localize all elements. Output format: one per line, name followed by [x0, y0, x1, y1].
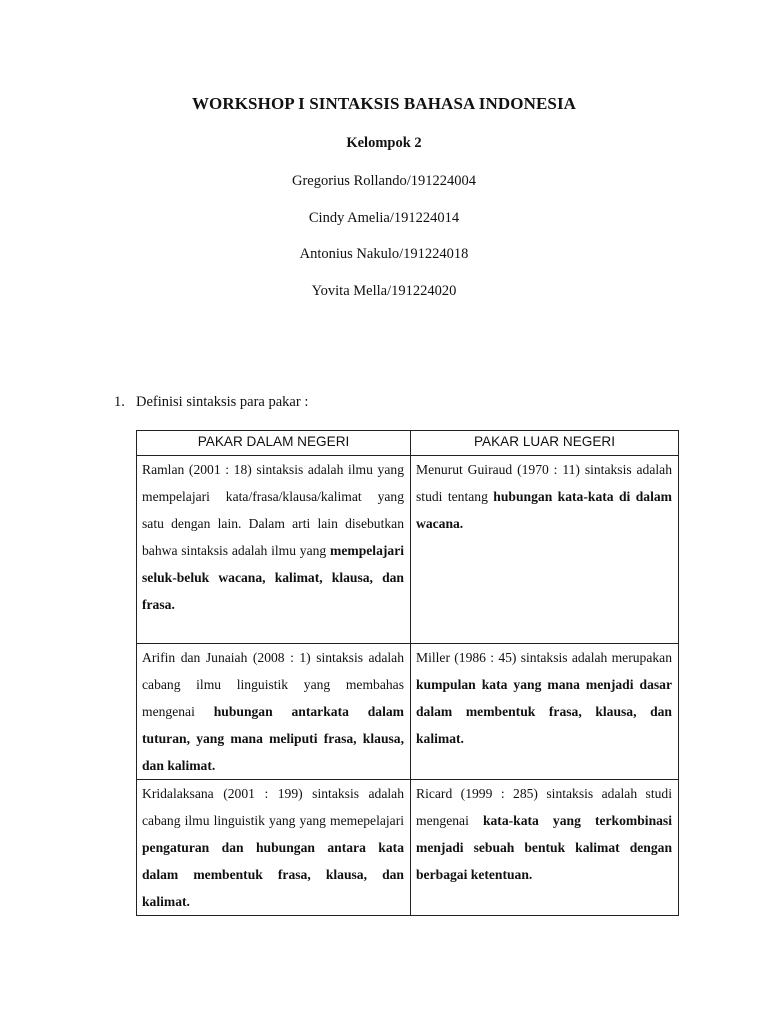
table-cell-domestic: [137, 780, 411, 916]
section-number: 1.: [114, 394, 125, 410]
table-cell-foreign: [411, 644, 679, 780]
cell-plain-text: Miller (1986 : 45) sintaksis adalah merupakan: [416, 650, 672, 665]
document-title: WORKSHOP I SINTAKSIS BAHASA INDONESIA: [191, 94, 577, 113]
group-label: Kelompok 2: [346, 135, 422, 151]
table-header-row: [137, 431, 679, 456]
table-row: [137, 780, 679, 916]
section-text: Definisi sintaksis para pakar :: [136, 394, 309, 410]
cell-bold-text: kumpulan kata yang mana menjadi dasar dalam membentuk frasa, klausa, dan kalimat.: [416, 677, 672, 746]
cell-bold-text: mempelajari seluk-beluk wacana, kalimat, klausa, dan frasa.: [142, 543, 404, 612]
cell-plain-text: Arifin dan Junaiah (2008 : 1) sintaksis adalah cabang ilmu linguistik yang membahas mengenai: [142, 650, 404, 719]
member-4: Yovita Mella/191224020: [311, 283, 457, 299]
header-domestic-experts: PAKAR DALAM NEGERI: [137, 431, 411, 456]
cell-plain-text: Ricard (1999 : 285) sintaksis adalah studi mengenai: [416, 786, 672, 828]
table-cell-foreign: [411, 456, 679, 644]
section-heading: [114, 394, 308, 411]
cell-plain-text: Ramlan (2001 : 18) sintaksis adalah ilmu yang mempelajari kata/frasa/klausa/kalimat yang satu dengan lain. Dalam arti lain disebutkan bahwa sintaksis adalah ilmu yang: [142, 462, 404, 558]
member-1: Gregorius Rollando/191224004: [291, 173, 477, 189]
table-cell-domestic: [137, 644, 411, 780]
cell-bold-text: hubungan kata-kata di dalam wacana.: [416, 489, 672, 531]
table-row: [137, 644, 679, 780]
definitions-table: [136, 430, 679, 916]
header-foreign-experts: PAKAR LUAR NEGERI: [411, 431, 679, 456]
cell-plain-text: Kridalaksana (2001 : 199) sintaksis adalah cabang ilmu linguistik yang yang memepelajari: [142, 786, 404, 828]
cell-bold-text: pengaturan dan hubungan antara kata dalam membentuk frasa, klausa, dan kalimat.: [142, 840, 404, 909]
cell-bold-text: kata-kata yang terkombinasi menjadi sebuah bentuk kalimat dengan berbagai ketentuan.: [416, 813, 672, 882]
cell-plain-text: Menurut Guiraud (1970 : 11) sintaksis adalah studi tentang: [416, 462, 672, 504]
cell-bold-text: hubungan antarkata dalam tuturan, yang mana meliputi frasa, klausa, dan kalimat.: [142, 704, 405, 773]
table-row: [137, 456, 679, 644]
member-2: Cindy Amelia/191224014: [308, 210, 460, 226]
member-3: Antonius Nakulo/191224018: [299, 246, 469, 262]
table-cell-foreign: [411, 780, 679, 916]
table-cell-domestic: [137, 456, 411, 644]
